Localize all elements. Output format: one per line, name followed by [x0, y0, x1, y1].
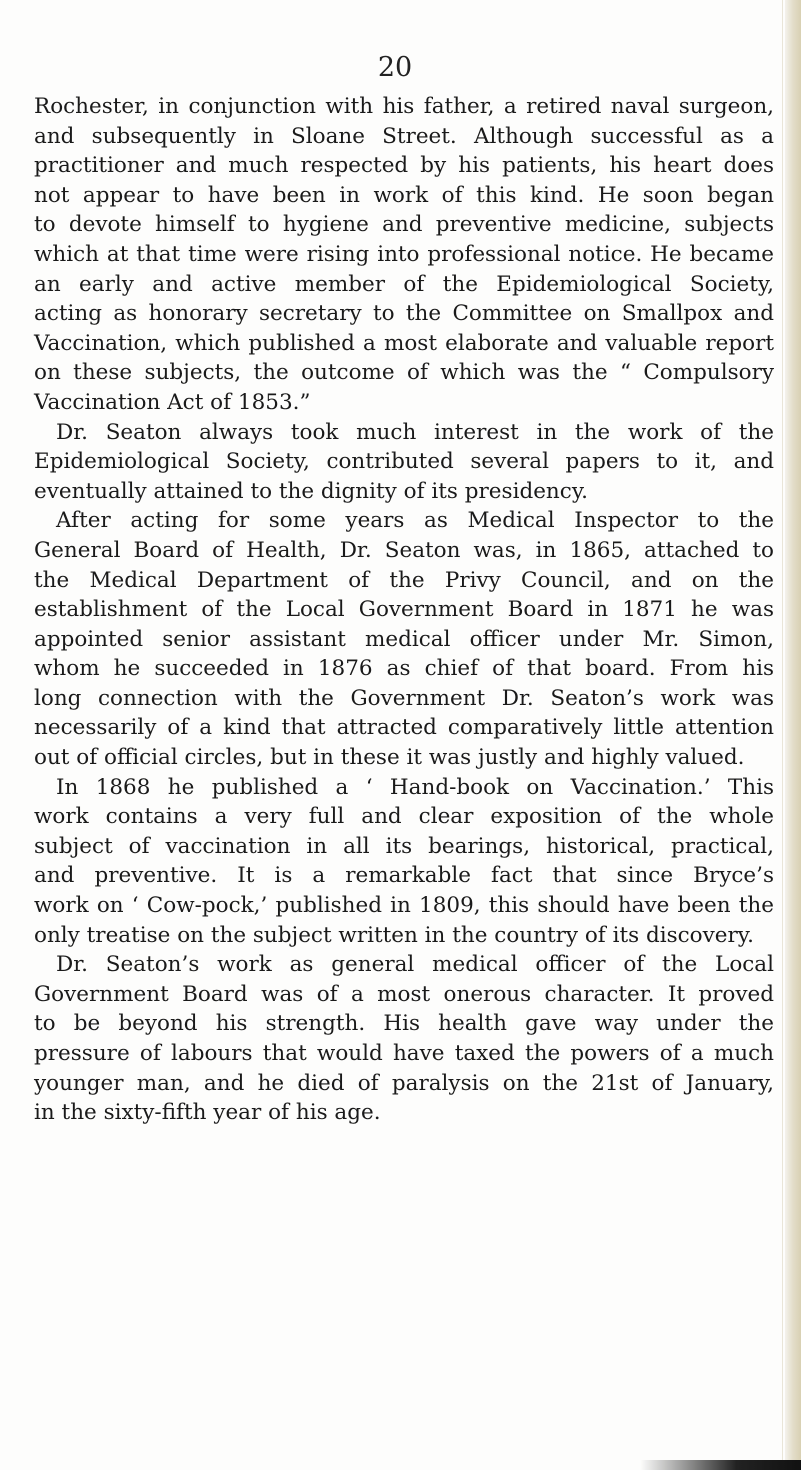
page-edge [785, 0, 801, 1470]
bottom-shadow [640, 1460, 801, 1470]
text-line: establishment of the Local Government Board in 1871 he was [34, 597, 774, 623]
text-line: Dr. Seaton always took much interest in the work of the [56, 419, 774, 445]
text-line: which at that time were rising into professional notice. He became [34, 241, 774, 267]
text-line: eventually attained to the dignity of its presidency. [34, 478, 588, 504]
text-line: to devote himself to hygiene and preventive medicine, subjects [34, 212, 774, 238]
page-number: 20 [377, 52, 413, 83]
text-line: only treatise on the subject written in the country of its discovery. [34, 922, 754, 948]
text-line: work contains a very full and clear exposition of the whole [34, 804, 774, 830]
text-line: practitioner and much respected by his patients, his heart does [34, 153, 774, 179]
body-text [34, 92, 774, 1128]
text-line: appointed senior assistant medical officer under Mr. Simon, [34, 626, 774, 652]
page-edge-line [782, 0, 783, 1470]
text-line: not appear to have been in work of this kind. He soon began [34, 182, 774, 208]
text-line: Epidemiological Society, contributed several papers to it, and [34, 449, 774, 475]
text-line: whom he succeeded in 1876 as chief of that board. From his [34, 656, 774, 682]
text-line: long connection with the Government Dr. Seaton’s work was [34, 685, 774, 711]
text-line: the Medical Department of the Privy Council, and on the [34, 567, 774, 593]
text-line: necessarily of a kind that attracted comparatively little attention [34, 715, 774, 741]
text-line: an early and active member of the Epidemiological Society, [34, 271, 774, 297]
text-line: out of official circles, but in these it was justly and highly valued. [34, 745, 745, 771]
text-line: After acting for some years as Medical Inspector to the [56, 508, 774, 534]
text-line: pressure of labours that would have taxed the powers of a much [34, 1041, 774, 1066]
text-line: on these subjects, the outcome of which was the “ Compulsory [34, 360, 774, 386]
text-line: and preventive. It is a remarkable fact that since Bryce’s [34, 863, 774, 889]
text-line: Dr. Seaton’s work as general medical officer of the Local [56, 952, 774, 978]
text-line: in the sixty-fifth year of his age. [34, 1100, 381, 1126]
text-line: Rochester, in conjunction with his father, a retired naval surgeon, [34, 94, 774, 119]
text-line: younger man, and he died of paralysis on the 21st of January, [34, 1070, 774, 1096]
text-line: Vaccination Act of 1853.” [34, 389, 311, 415]
text-line: subject of vaccination in all its bearings, historical, practical, [34, 833, 774, 859]
text-line: Vaccination, which published a most elaborate and valuable report [34, 330, 774, 356]
text-line: Government Board was of a most onerous character. It proved [34, 981, 774, 1007]
text-line: and subsequently in Sloane Street. Although successful as a [34, 123, 774, 149]
text-line: to be beyond his strength. His health gave way under the [34, 1011, 774, 1037]
text-line: acting as honorary secretary to the Committee on Smallpox and [34, 301, 774, 327]
text-line: work on ‘ Cow-pock,’ published in 1809, this should have been the [34, 893, 774, 919]
text-line: General Board of Health, Dr. Seaton was, in 1865, attached to [34, 537, 774, 563]
text-line: In 1868 he published a ‘ Hand-book on Vaccination.’ This [56, 774, 774, 800]
